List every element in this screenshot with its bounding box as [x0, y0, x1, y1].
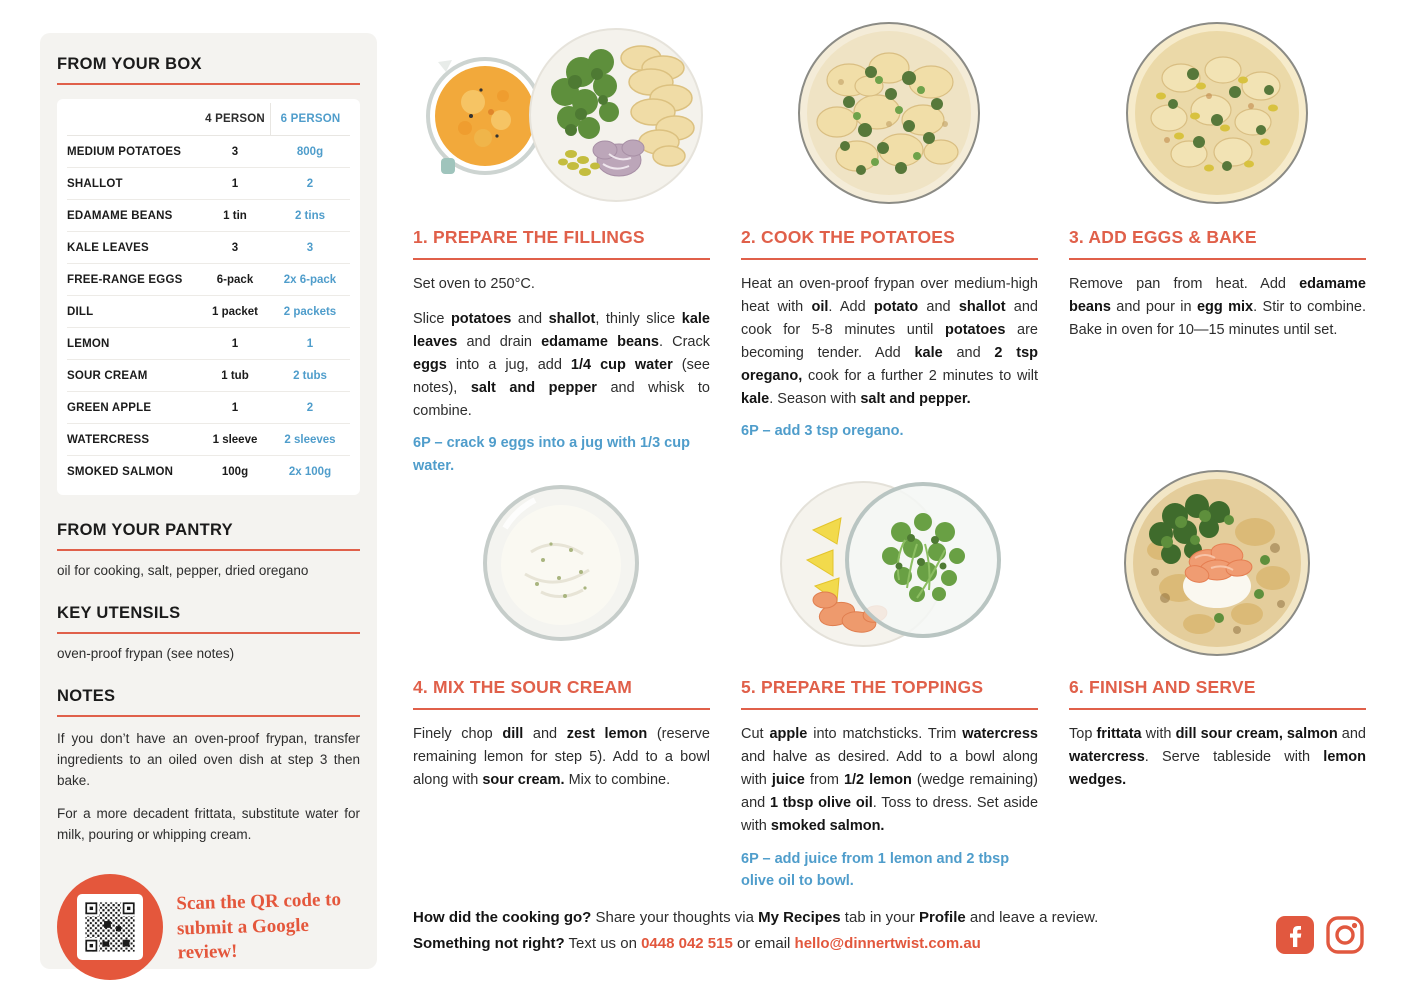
- qty-6-person: 2 tins: [294, 209, 326, 222]
- table-row: [67, 424, 350, 456]
- step-3-photo: [1069, 20, 1366, 206]
- text-segment: kale: [914, 344, 943, 361]
- step-title: 4. MIX THE SOUR CREAM: [413, 677, 710, 710]
- ingredients-sidebar: [40, 33, 377, 969]
- step-paragraph: Slice potatoes and shallot, thinly slice kale leaves and drain edamame beans. Crack eggs into a jug, add 1/4 cup water (see notes), salt and pepper and whisk to combine.: [413, 310, 710, 419]
- ingredient-name: SMOKED SALMON: [67, 465, 174, 478]
- text-segment: watercress: [1069, 748, 1145, 765]
- pantry-items: oil for cooking, salt, pepper, dried oregano: [57, 563, 309, 578]
- text-segment: eggs: [413, 356, 447, 373]
- step-paragraph: Finely chop dill and zest lemon (reserve remaining lemon for step 5). Add to a bowl along with sour cream. Mix to combine.: [413, 726, 711, 788]
- text-segment: sour cream.: [482, 771, 565, 788]
- footer-contact-line: Something not right? Text us on 0448 042 515 or email hello@dinnertwist.com.au: [413, 935, 981, 953]
- qty-4-person: 6-pack: [216, 273, 254, 286]
- step-title: 2. COOK THE POTATOES: [741, 227, 1038, 260]
- text-segment: egg mix: [1196, 298, 1254, 315]
- table-row: [67, 264, 350, 296]
- step-paragraph: Heat an oven-proof frypan over medium-high heat with oil. Add potato and shallot and cook for 5-8 minutes until potatoes are becoming tender. Add kale and 2 tsp oregano, cook for a further 2 minutes to wilt kale. Season with salt and pepper.: [741, 276, 1038, 407]
- six-person-note: 6P – crack 9 eggs into a jug with 1/3 cup water.: [413, 435, 690, 475]
- ingredient-name: FREE-RANGE EGGS: [67, 273, 183, 286]
- text-segment: salt and pepper: [470, 379, 597, 396]
- phone-link[interactable]: 0448 042 515: [641, 935, 733, 953]
- step-3: [1069, 20, 1366, 470]
- table-row: [67, 136, 350, 168]
- qr-code-icon: [77, 894, 143, 960]
- text-segment: 1/2 lemon: [843, 771, 912, 788]
- table-row: [67, 296, 350, 328]
- table-row: [67, 232, 350, 264]
- step-6: [1069, 470, 1366, 905]
- step-title: 6. FINISH AND SERVE: [1069, 677, 1366, 710]
- table-row: [67, 200, 350, 232]
- text-segment: smoked salmon.: [770, 817, 885, 834]
- qty-6-person: 2 sleeves: [284, 433, 336, 446]
- text-segment: potato: [873, 298, 919, 315]
- ingredient-name: DILL: [67, 305, 94, 318]
- table-row: [67, 456, 350, 487]
- qty-4-person: 1 tub: [221, 369, 249, 382]
- text-segment: How did the cooking go?: [413, 909, 592, 926]
- qty-6-person: 2: [306, 177, 314, 190]
- qty-4-person: 1: [231, 401, 239, 414]
- text-segment: salt and pepper.: [860, 390, 971, 407]
- text-segment: frittata: [1096, 726, 1142, 742]
- text-segment: dill sour cream, salmon: [1175, 726, 1338, 742]
- table-row: [67, 392, 350, 424]
- footer: [413, 905, 1213, 958]
- text-segment: edamame beans: [1069, 276, 1366, 315]
- step-5: [741, 470, 1038, 905]
- table-header-row: [67, 103, 350, 136]
- qty-4-person: 1 tin: [223, 209, 247, 222]
- ingredient-name: WATERCRESS: [67, 433, 150, 446]
- utensils-items: oven-proof frypan (see notes): [57, 646, 235, 661]
- text-segment: 2 tsp oregano,: [741, 344, 1038, 384]
- step-2-photo: [741, 20, 1038, 206]
- step-title: 3. ADD EGGS & BAKE: [1069, 227, 1366, 260]
- text-segment: lemon wedges.: [1069, 748, 1366, 788]
- qty-6-person: 2x 6-pack: [283, 273, 337, 286]
- footer-feedback-line: How did the cooking go? Share your thoughts via My Recipes tab in your Profile and leave a review.: [413, 909, 1099, 926]
- qty-4-person: 1: [231, 337, 239, 350]
- box-table-rows: [67, 136, 350, 487]
- ingredient-name: EDAMAME BEANS: [67, 209, 173, 222]
- qty-6-person: 3: [306, 241, 314, 254]
- recipe-steps: [413, 20, 1366, 905]
- step-paragraph: Top frittata with dill sour cream, salmon and watercress. Serve tableside with lemon wedges.: [1069, 726, 1366, 788]
- qty-4-person: 3: [231, 145, 239, 158]
- ingredient-name: SOUR CREAM: [67, 369, 148, 382]
- qty-4-person: 1 packet: [211, 305, 259, 318]
- text-segment: Profile: [919, 909, 966, 926]
- qty-6-person: 2 tubs: [293, 369, 327, 382]
- text-segment: My Recipes: [758, 909, 841, 926]
- step-body: [1069, 273, 1366, 342]
- text-segment: dill: [502, 726, 524, 742]
- text-segment: zest lemon: [566, 726, 648, 742]
- ingredient-name: LEMON: [67, 337, 110, 350]
- six-person-note: 6P – add 3 tsp oregano.: [741, 423, 904, 440]
- qty-4-person: 1 sleeve: [212, 433, 258, 446]
- step-6-photo: [1069, 470, 1366, 656]
- from-your-box-heading: FROM YOUR BOX: [57, 55, 360, 85]
- ingredient-name: GREEN APPLE: [67, 401, 152, 414]
- text-segment: watercress: [962, 726, 1038, 742]
- step-2: [741, 20, 1038, 470]
- qr-code-circle: [57, 874, 163, 980]
- text-segment: apple: [769, 726, 808, 742]
- ingredient-name: MEDIUM POTATOES: [67, 145, 182, 158]
- pantry-heading: FROM YOUR PANTRY: [57, 521, 360, 551]
- step-title: 1. PREPARE THE FILLINGS: [413, 227, 710, 260]
- qty-6-person: 2x 100g: [288, 465, 332, 478]
- text-segment: kale: [741, 390, 770, 407]
- step-body: [741, 273, 1038, 443]
- text-segment: 1/4 cup water: [570, 356, 673, 373]
- step-paragraph: Remove pan from heat. Add edamame beans and pour in egg mix. Stir to combine. Bake in oven for 10—15 minutes until set.: [1069, 276, 1366, 338]
- table-row: [67, 328, 350, 360]
- step-body: [741, 723, 1038, 893]
- step-4-photo: [413, 470, 710, 656]
- step-4: [413, 470, 710, 905]
- step-paragraph: Set oven to 250°C.: [413, 276, 535, 292]
- note-paragraph: For a more decadent frittata, substitute water for milk, pouring or whipping cream.: [57, 805, 360, 842]
- instagram-icon[interactable]: [1325, 915, 1365, 955]
- qty-6-person: 2: [306, 401, 314, 414]
- ingredient-column-spacer: [67, 109, 200, 129]
- text-segment: potatoes: [944, 321, 1006, 338]
- six-person-note: 6P – add juice from 1 lemon and 2 tbsp olive oil to bowl.: [741, 850, 1010, 890]
- qty-4-person: 1: [231, 177, 239, 190]
- text-segment: shallot: [548, 310, 596, 327]
- table-row: [67, 360, 350, 392]
- text-segment: potatoes: [450, 310, 512, 327]
- qty-4-person: 3: [231, 241, 239, 254]
- text-segment: juice: [771, 771, 805, 788]
- step-body: [413, 723, 710, 792]
- step-1-photo: [413, 20, 710, 206]
- pantry-section: [57, 521, 360, 578]
- text-segment: shallot: [958, 298, 1006, 315]
- step-title: 5. PREPARE THE TOPPINGS: [741, 677, 1038, 710]
- qty-6-person: 800g: [296, 145, 324, 158]
- text-segment: kale leaves: [413, 310, 710, 350]
- step-1: [413, 20, 710, 475]
- text-segment: Something not right?: [413, 935, 565, 953]
- email-link[interactable]: hello@dinnertwist.com.au: [794, 935, 981, 953]
- utensils-heading: KEY UTENSILS: [57, 604, 360, 634]
- step-body: [413, 273, 710, 478]
- col-4-person: 4 PERSON: [205, 113, 265, 125]
- google-review-block: [57, 874, 360, 980]
- notes-section: [57, 687, 360, 846]
- qty-6-person: 2 packets: [283, 305, 337, 318]
- social-links: [1275, 915, 1365, 955]
- ingredient-name: KALE LEAVES: [67, 241, 149, 254]
- step-5-photo: [741, 470, 1038, 656]
- ingredient-name: SHALLOT: [67, 177, 123, 190]
- text-segment: edamame beans: [541, 333, 659, 350]
- col-6-person: 6 PERSON: [270, 103, 350, 135]
- table-row: [67, 168, 350, 200]
- facebook-icon[interactable]: [1275, 915, 1315, 955]
- step-body: [1069, 723, 1366, 792]
- review-caption: Scan the QR code to submit a Google review!: [176, 888, 342, 964]
- utensils-section: [57, 604, 360, 661]
- notes-heading: NOTES: [57, 687, 360, 717]
- text-segment: oil: [811, 298, 829, 315]
- text-segment: 1 tbsp olive oil: [769, 794, 873, 811]
- step-paragraph: Cut apple into matchsticks. Trim watercress and halve as desired. Add to a bowl along with juice from 1/2 lemon (wedge remaining) and 1 tbsp olive oil. Toss to dress. Set aside with smoked salmon.: [741, 726, 1039, 834]
- qty-6-person: 1: [306, 337, 314, 350]
- ingredients-table: [57, 99, 360, 495]
- note-paragraph: If you don’t have an oven-proof frypan, transfer ingredients to an oiled oven dish at step 3 then bake.: [57, 731, 360, 788]
- qty-4-person: 100g: [221, 465, 249, 478]
